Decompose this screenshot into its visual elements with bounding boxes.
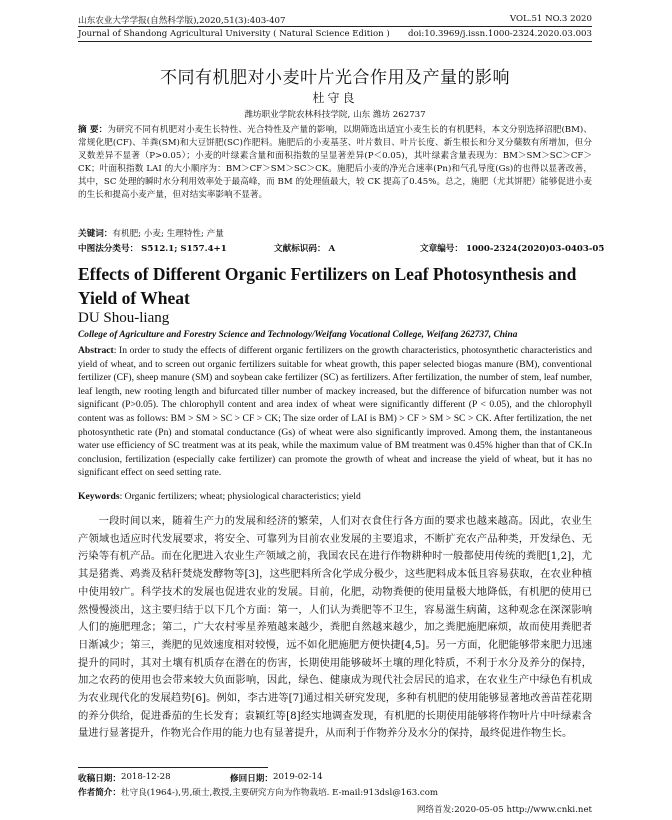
volume-issue: VOL.51 NO.3 2020 xyxy=(509,14,592,24)
document-code: 文献标识码： A xyxy=(274,244,336,254)
header-rule-2 xyxy=(78,41,592,42)
cn-keywords-label: 关键词： xyxy=(78,229,113,239)
received-date: 2018-12-28 xyxy=(120,772,171,782)
cn-abstract-label: 摘 要： xyxy=(78,125,108,135)
running-header-top xyxy=(78,14,592,26)
journal-en: Journal of Shandong Agricultural University ( Natural Science Edition ) xyxy=(78,29,390,39)
en-keywords xyxy=(78,491,592,502)
revised-label: 修回日期： xyxy=(230,774,273,784)
en-title: Effects of Different Organic Fertilizers on Leaf Photosynthesis and Yield of Wheat xyxy=(78,264,577,308)
footnote-rule xyxy=(78,767,268,768)
clc-number: 中图法分类号： S512.1; S157.4+1 xyxy=(78,244,227,254)
received-label: 收稿日期： xyxy=(78,774,121,784)
author-bio: 杜守良(1964-),男,硕士,教授,主要研究方向为作物栽培. E-mail:913dsl@163.com xyxy=(120,788,439,798)
en-keywords-text: : Organic fertilizers; wheat; physiological characteristics; yield xyxy=(119,491,361,502)
en-abstract xyxy=(78,344,592,480)
en-author: DU Shou-liang xyxy=(78,310,170,326)
en-abstract-label: Abstract xyxy=(78,345,114,356)
footnote-author xyxy=(78,786,592,798)
revised-date: 2019-02-14 xyxy=(272,772,323,782)
article-number: 文章编号： 1000-2324(2020)03-0403-05 xyxy=(420,244,605,254)
en-keywords-label: Keywords xyxy=(78,491,120,502)
doi: doi:10.3969/j.issn.1000-2324.2020.03.003 xyxy=(407,29,592,39)
cn-affiliation: 潍坊职业学院农林科技学院, 山东 潍坊 262737 xyxy=(244,110,426,120)
body-paragraph: 一段时间以来，随着生产力的发展和经济的繁荣，人们对衣食住行各方面的要求也越来越高。因此，农业生产领域也适应时代发展要求，将安全、可靠列为目前农业发展的主要追求，不断扩充农产品种类，开发绿色、无污染等有机产品。而在化肥进入农业生产领域之前，我国农民在进行作物耕种时一般都使用传统的粪肥[1,2]，尤其是猪粪、鸡粪及秸秆焚烧发酵物等[3]，这些肥料所含化学成分极少，这些肥料成本低且容易获取，在农业种植中使用较广。科学技术的发展也促进农业的发展。目前，化肥，动物粪便的使用量极大地降低，有机肥的使用已然慢慢淡出，这主要归结于以下几个方面：第一，人们认为粪肥等不卫生，容易滋生病菌，这种观念在深深影响人们的施肥理念；第二，广大农村零星养殖越来越少，粪肥自然越来越少，加之粪肥施肥麻烦，故而使用粪肥者日渐减少；第三，粪肥的见效速度相对较慢，远不如化肥施肥方便快捷[4,5]。另一方面，化肥能够带来肥力迅速提升的同时，其对土壤有机质存在潜在的伤害，长期使用能够破坏土壤的理化特质，不利于水分及养分的保持，加之农药的使用也会带来较大负面影响，因此，绿色、健康成为现代社会居民的追求，在农业生产中绿色有机成为农业现代化的发展趋势[6]。例如，李古进等[7]通过相关研究发现，多种有机肥的使用能够显著地改善苗茬花期的养分供给，促进番茄的生长发育；袁颖红等[8]经实地调查发现，有机肥的长期使用能够将作物叶片中叶绿素含量进行显著提升，作物光合作用的能力也有显著提升，从而利于作物养分及水分的保持，最终促进作物生长。 xyxy=(78,515,592,740)
cn-author: 杜守良 xyxy=(312,91,358,105)
cn-keywords-text: 有机肥; 小麦; 生理特性; 产量 xyxy=(112,229,224,239)
online-publication-note: 网络首发:2020-05-05 http://www.cnki.net xyxy=(416,805,592,815)
cn-abstract xyxy=(78,124,592,202)
running-header-bottom xyxy=(78,29,592,39)
en-affiliation: College of Agriculture and Forestry Science and Technology/Weifang Vocational College, Weifang 262737, China xyxy=(78,330,518,340)
cn-abstract-text: 为研究不同有机肥对小麦生长特性、光合特性及产量的影响，以期筛选出适宜小麦生长的有机肥料，本文分别选择沼肥(BM)、常规化肥(CF)、羊粪(SM)和大豆饼肥(SC)作肥料。施肥后的小麦基茎、叶片数目、叶片长度、新生根长和分叉分蘖数有所增加，但分叉数差异不显著（P>0.05）；小麦的叶绿素含量和面积指数的呈显著差异(P＜0.05)，其叶绿素含量表现为：BM＞SM＞SC＞CF＞CK；叶面积指数 LAI 的大小顺序为：BM＞CF＞SM＞SC＞CK。施肥后小麦的净光合速率(Pn)和气孔导度(Gs)的也得以显著改善，其中，SC 处理的瞬时水分利用效率处于最高峰，而 BM 的处理值最大，较 CK 提高了0.45%。总之，施肥（尤其饼肥）能够促进小麦的生长和提高小麦产量，但对结实率影响不显著。 xyxy=(78,125,593,200)
author-bio-label: 作者简介： xyxy=(78,788,121,798)
header-rule-1 xyxy=(78,26,592,27)
cn-title: 不同有机肥对小麦叶片光合作用及产量的影响 xyxy=(160,68,510,88)
cn-keywords xyxy=(78,227,592,239)
journal-cn: 山东农业大学学报(自然科学版),2020,51(3):403-407 xyxy=(78,16,286,26)
en-abstract-text: : In order to study the effects of different organic fertilizers on the growth characteristics, photosynthetic characteristics and yield of wheat, and to screen out organic fertilizers suitable for wheat growth, this paper selected biogas manure (BM), conventional fertilizer (CF), sheep manure (SM) and soybean cake fertilizer (SC) as fertilizers. After fertilization, the number of stem, leaf number, leaf length, new rooting length and bifurcated tiller number of mackey increased, but the difference of bifurcation number was not significant (P>0.05). The chlorophyll content and area index of wheat were significantly different (P < 0.05), and the chlorophyll content was as follows: BM > SM > SC > CF > CK; The size order of LAI is BM) > CF > SM > SC > CK. After fertilization, the net photosynthetic rate (Pn) and stomatal conductance (Gs) of wheat were also significantly improved. Among them, the instantaneous water use efficiency of SC treatment was at its peak, while the maximum value of BM treatment was 0.45% higher than that of CK.In conclusion, fertilization (especially cake fertilizer) can promote the growth of wheat and increase the yield of wheat, but it has no significant effect on seed setting rate. xyxy=(78,345,592,479)
